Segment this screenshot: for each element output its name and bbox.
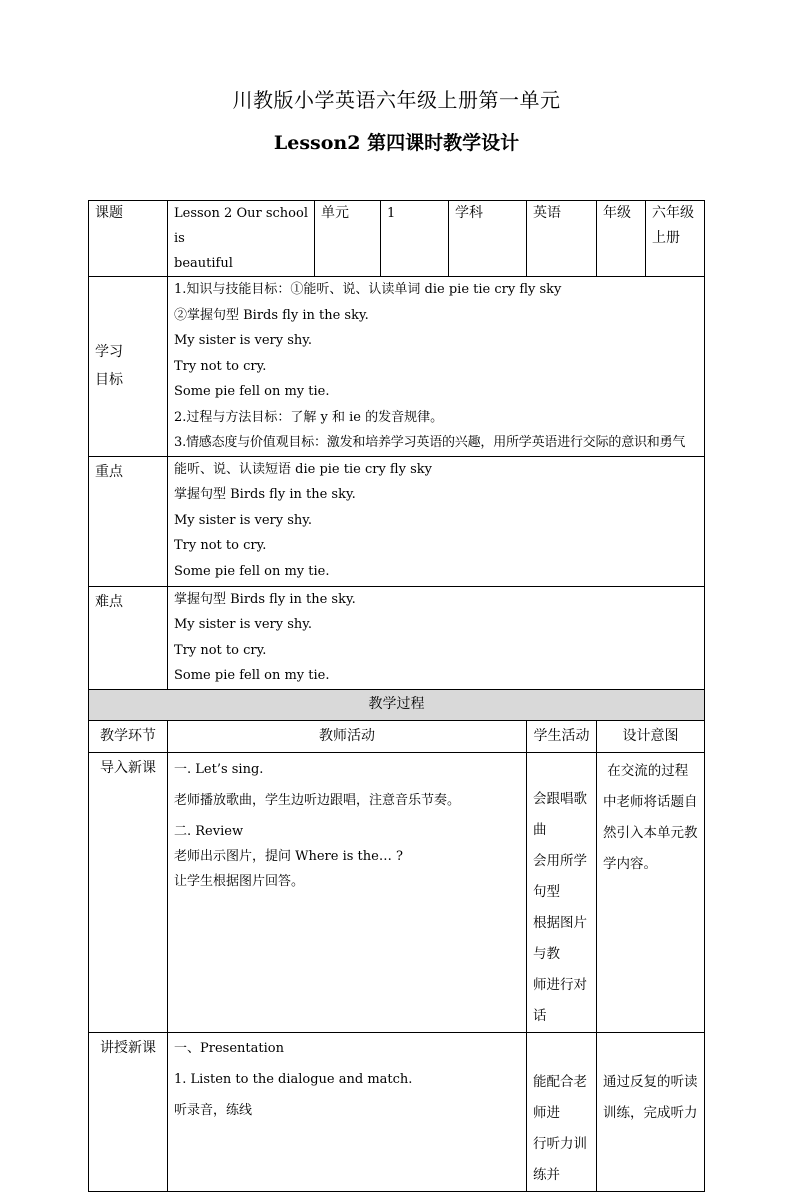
student-activity-line: 师进行对话 — [533, 976, 587, 1024]
grade-value-line1: 六年级 — [652, 205, 694, 221]
topic-label: 课题 — [89, 201, 168, 277]
col-header-stage: 教学环节 — [89, 720, 168, 752]
info-row — [89, 201, 705, 277]
key-point-line: Some pie fell on my tie. — [174, 563, 330, 579]
difficulties-content — [168, 586, 705, 689]
process-header-row — [89, 720, 705, 752]
key-point-line: My sister is very shy. — [174, 512, 313, 528]
lesson-plan-table — [88, 200, 705, 1192]
objectives-label — [89, 277, 168, 457]
document-subtitle: Lesson2 第四课时教学设计 — [273, 132, 520, 154]
topic-value-line2: beautiful — [174, 256, 233, 271]
process-row — [89, 1032, 705, 1191]
objective-line: 1.知识与技能目标：①能听、说、认读单词 die pie tie cry fly sky — [174, 282, 562, 297]
teacher-activity-line: 老师出示图片，提问 Where is the… ? — [174, 848, 403, 864]
objectives-label-line1: 学习 — [95, 344, 123, 361]
objective-line: My sister is very shy. — [174, 333, 313, 348]
student-activity-line: 根据图片与教 — [533, 914, 587, 962]
objective-line: ②掌握句型 Birds fly in the sky. — [174, 307, 369, 323]
teacher-activity-line: 一、Presentation — [174, 1040, 284, 1056]
student-activity-line: 会用所学句型 — [533, 852, 587, 900]
process-design-intent — [597, 752, 705, 1032]
objectives-label-line2: 目标 — [95, 372, 123, 389]
process-teacher-activity — [168, 1032, 527, 1191]
process-row — [89, 752, 705, 1032]
difficulty-line: My sister is very shy. — [174, 617, 313, 632]
key-points-content — [168, 456, 705, 586]
grade-label: 年级 — [597, 201, 646, 277]
col-header-student: 学生活动 — [527, 720, 597, 752]
key-point-line: 能听、说、认读短语 die pie tie cry fly sky — [174, 461, 432, 477]
document-title: 川教版小学英语六年级上册第一单元 — [232, 88, 561, 112]
student-activity-line: 行听力训练并 — [533, 1135, 587, 1183]
process-design-intent — [597, 1032, 705, 1191]
teacher-activity-line: 让学生根据图片回答。 — [174, 873, 305, 889]
key-point-line: Try not to cry. — [174, 538, 267, 553]
subject-value: 英语 — [527, 201, 597, 277]
objective-line: 3.情感态度与价值观目标：激发和培养学习英语的兴趣，用所学英语进行交际的意识和勇气 — [174, 435, 686, 450]
process-stage: 导入新课 — [89, 752, 168, 1032]
process-stage: 讲授新课 — [89, 1032, 168, 1191]
process-student-activity — [527, 752, 597, 1032]
objective-line: Try not to cry. — [174, 358, 267, 374]
student-activity-line: 能配合老师进 — [533, 1073, 587, 1121]
design-intent-line: 然引入本单元教 — [603, 824, 698, 841]
topic-value-line1: Lesson 2 Our school is — [174, 206, 308, 246]
process-section-title: 教学过程 — [89, 689, 705, 720]
col-header-intent: 设计意图 — [597, 720, 705, 752]
objectives-content — [168, 277, 705, 457]
design-intent-line: 中老师将话题自 — [603, 793, 698, 810]
unit-value: 1 — [381, 201, 449, 277]
grade-value-line2: 上册 — [652, 230, 680, 246]
objective-line: 2.过程与方法目标：了解 y 和 ie 的发音规律。 — [174, 409, 444, 425]
difficulty-line: Some pie fell on my tie. — [174, 668, 330, 683]
difficulties-label: 难点 — [89, 586, 168, 689]
teacher-activity-line: 一. Let’s sing. — [174, 761, 264, 777]
objective-line: Some pie fell on my tie. — [174, 384, 330, 399]
design-intent-line: 学内容。 — [603, 855, 657, 872]
process-section-row — [89, 689, 705, 720]
design-intent-line: 通过反复的听读 — [603, 1073, 698, 1090]
process-teacher-activity — [168, 752, 527, 1032]
col-header-teacher: 教师活动 — [168, 720, 527, 752]
key-points-label: 重点 — [89, 456, 168, 586]
grade-value — [646, 201, 705, 277]
unit-label: 单元 — [315, 201, 381, 277]
teacher-activity-line: 二. Review — [174, 823, 244, 839]
design-intent-line: 训练，完成听力 — [603, 1104, 698, 1121]
key-point-line: 掌握句型 Birds fly in the sky. — [174, 487, 356, 502]
difficulty-line: 掌握句型 Birds fly in the sky. — [174, 591, 356, 607]
teacher-activity-line: 听录音，练线 — [174, 1102, 253, 1118]
topic-value — [168, 201, 315, 277]
student-activity-line: 会跟唱歌曲 — [533, 790, 587, 838]
teacher-activity-line: 老师播放歌曲，学生边听边跟唱，注意音乐节奏。 — [174, 792, 461, 808]
key-points-row — [89, 456, 705, 586]
difficulty-line: Try not to cry. — [174, 642, 267, 658]
teacher-activity-line: 1. Listen to the dialogue and match. — [174, 1071, 413, 1087]
process-student-activity — [527, 1032, 597, 1191]
subject-label: 学科 — [449, 201, 527, 277]
objectives-row — [89, 277, 705, 457]
difficulties-row — [89, 586, 705, 689]
design-intent-line: 在交流的过程 — [603, 762, 689, 779]
